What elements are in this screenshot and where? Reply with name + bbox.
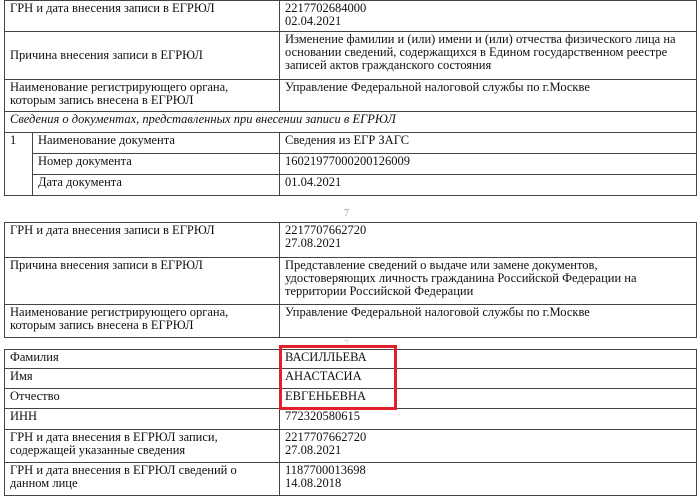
reason-label: Причина внесения записи в ЕГРЮЛ <box>5 32 280 80</box>
grn-label: ГРН и дата внесения записи в ЕГРЮЛ <box>5 223 280 258</box>
page-number: 7 <box>344 208 349 219</box>
doc-value: 01.04.2021 <box>280 175 697 196</box>
name-label: Имя <box>5 369 280 389</box>
doc-label: Номер документа <box>33 154 280 175</box>
grn-record-value: 2217707662720 27.08.2021 <box>280 430 697 463</box>
grn-person-row <box>5 463 697 496</box>
organ-value: Управление Федеральной налоговой службы по г.Москве <box>280 80 697 112</box>
inn-label: ИНН <box>5 409 280 430</box>
surname-value: ВАСИЛЛЬЕВА <box>280 350 697 369</box>
docs-header: Сведения о документах, представленных при внесении записи в ЕГРЮЛ <box>5 112 697 133</box>
organ-row <box>5 305 697 338</box>
doc-row <box>5 175 697 196</box>
record-table-2 <box>4 222 697 338</box>
record-table-1 <box>4 0 697 196</box>
reason-value: Изменение фамилии и (или) имени и (или) отчества физического лица на основании сведений, содержащихся в Едином государственном реестре записей актов гражданского состояния <box>280 32 697 80</box>
grn-row <box>5 223 697 258</box>
grn-person-value: 1187700013698 14.08.2018 <box>280 463 697 496</box>
organ-label: Наименование регистрирующего органа, которым запись внесена в ЕГРЮЛ <box>5 305 280 338</box>
inn-value: 772320580615 <box>280 409 697 430</box>
reason-row <box>5 258 697 305</box>
organ-row <box>5 80 697 112</box>
doc-row <box>5 154 697 175</box>
reason-row <box>5 32 697 80</box>
doc-row <box>5 133 697 154</box>
patronymic-label: Отчество <box>5 389 280 409</box>
patronymic-value: ЕВГЕНЬЕВНА <box>280 389 697 409</box>
doc-label: Дата документа <box>33 175 280 196</box>
organ-label: Наименование регистрирующего органа, которым запись внесена в ЕГРЮЛ <box>5 80 280 112</box>
reason-label: Причина внесения записи в ЕГРЮЛ <box>5 258 280 305</box>
surname-label: Фамилия <box>5 350 280 369</box>
docs-header-row <box>5 112 697 133</box>
grn-record-label: ГРН и дата внесения в ЕГРЮЛ записи, содержащей указанные сведения <box>5 430 280 463</box>
inn-row <box>5 409 697 430</box>
reason-value: Представление сведений о выдаче или замене документов, удостоверяющих личность гражданина Российской Федерации на территории Российской Федерации <box>280 258 697 305</box>
grn-record-row <box>5 430 697 463</box>
page-number: 7 <box>344 339 349 350</box>
highlight-box <box>279 345 397 410</box>
grn-value: 2217707662720 27.08.2021 <box>280 223 697 258</box>
organ-value: Управление Федеральной налоговой службы по г.Москве <box>280 305 697 338</box>
name-value: АНАСТАСИА <box>280 369 697 389</box>
doc-number: 1 <box>5 133 33 196</box>
grn-row <box>5 1 697 32</box>
grn-label: ГРН и дата внесения записи в ЕГРЮЛ <box>5 1 280 32</box>
grn-person-label: ГРН и дата внесения в ЕГРЮЛ сведений о данном лице <box>5 463 280 496</box>
doc-value: 16021977000200126009 <box>280 154 697 175</box>
doc-value: Сведения из ЕГР ЗАГС <box>280 133 697 154</box>
grn-value: 2217702684000 02.04.2021 <box>280 1 697 32</box>
doc-label: Наименование документа <box>33 133 280 154</box>
